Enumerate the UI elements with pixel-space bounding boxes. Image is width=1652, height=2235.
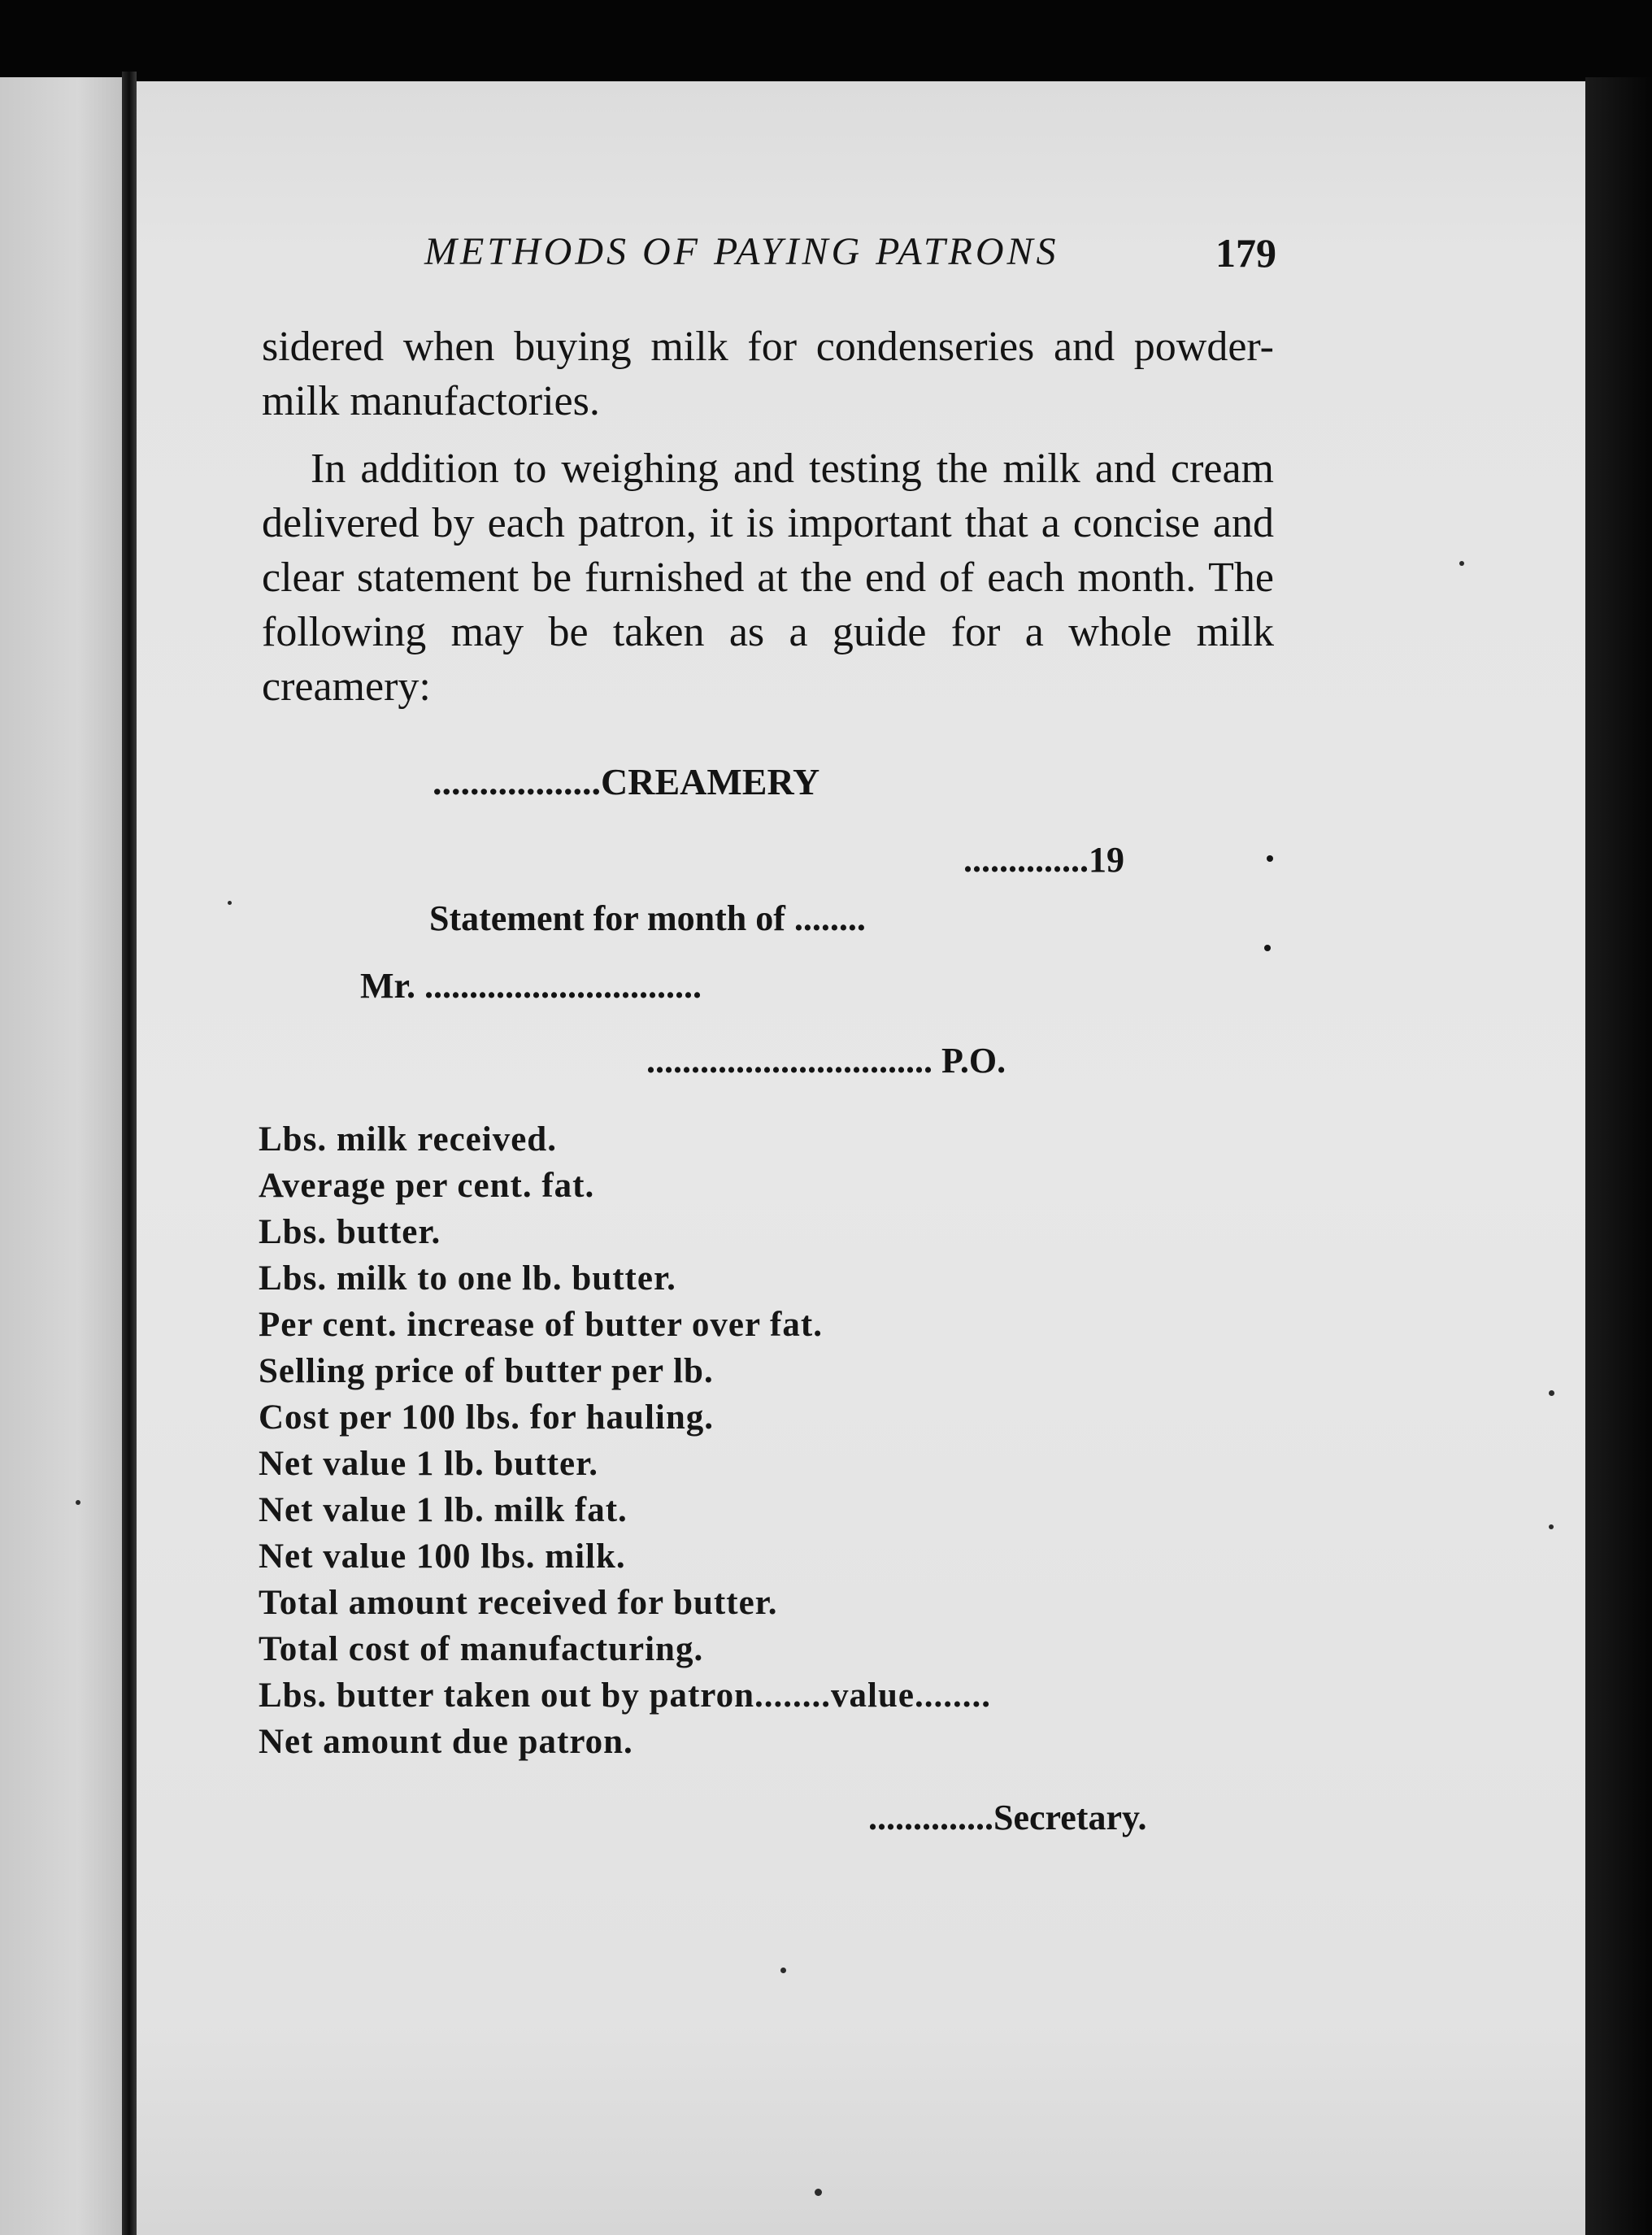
scan-speck (780, 1968, 786, 1973)
scan-speck (76, 1500, 80, 1505)
form-item: Selling price of butter per lb. (259, 1352, 714, 1390)
form-item-list (259, 1116, 991, 1765)
scan-speck (1549, 1390, 1554, 1396)
form-item: Cost per 100 lbs. for hauling. (259, 1398, 715, 1437)
form-secretary-line: ..............Secretary. (868, 1798, 1147, 1837)
facing-page-edge (0, 77, 130, 2235)
form-item: Total cost of manufacturing. (259, 1630, 704, 1668)
running-head: METHODS OF PAYING PATRONS (424, 230, 1059, 273)
scan-speck (815, 2189, 822, 2196)
form-item: Net amount due patron. (259, 1723, 633, 1761)
form-patron-name-line: Mr. ............................... (360, 966, 702, 1006)
form-item: Average per cent. fat. (259, 1167, 595, 1205)
form-item: Lbs. butter. (259, 1213, 441, 1251)
form-item: Net value 1 lb. butter. (259, 1445, 598, 1483)
print-dot (1264, 945, 1271, 951)
scan-speck (1549, 1524, 1554, 1529)
form-item: Total amount received for butter. (259, 1584, 778, 1622)
form-item: Net value 1 lb. milk fat. (259, 1491, 628, 1529)
form-item: Lbs. milk received. (259, 1120, 557, 1159)
page-number: 179 (1215, 230, 1276, 276)
form-item: Lbs. butter taken out by patron........value........ (259, 1676, 991, 1715)
form-statement-line: Statement for month of ........ (429, 898, 866, 938)
paragraph-statement-intro: In addition to weighing and testing the milk and cream delivered by each patron, it is important that a concise and clear statement be furnished at the end of each month. The following may be taken as a guide for a whole milk creamery: (262, 446, 1274, 710)
scan-speck (228, 901, 232, 905)
form-item: Lbs. milk to one lb. butter. (259, 1259, 676, 1298)
form-creamery-line: ..................CREAMERY (433, 761, 820, 802)
print-dot (1267, 855, 1273, 862)
form-date-line: ..............19 (963, 840, 1124, 880)
form-post-office-line: ................................ P.O. (646, 1041, 1006, 1081)
paragraph-continuation: sidered when buying milk for condenseries and powder-milk manufactories. (262, 324, 1274, 424)
form-item: Per cent. increase of butter over fat. (259, 1306, 823, 1344)
scan-speck (1459, 561, 1464, 566)
scan-border (1585, 77, 1652, 2235)
book-spine-shadow (122, 72, 137, 2235)
form-item: Net value 100 lbs. milk. (259, 1537, 626, 1576)
